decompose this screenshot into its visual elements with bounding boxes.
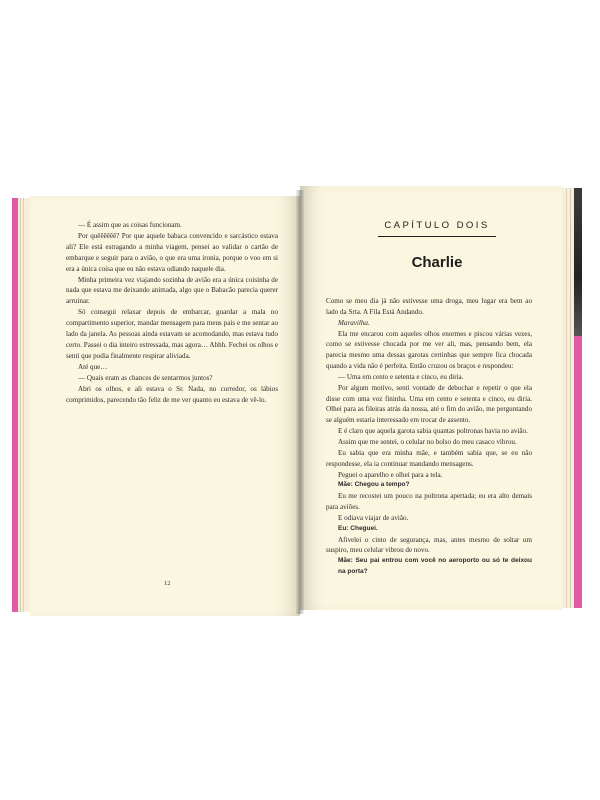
paragraph: Assim que me sentei, o celular no bolso do meu casaco vibrou. [338,437,517,446]
paragraph: Por algum motivo, senti vontade de debochar e repetir o que ela disse com uma voz fininha. Uma em cento e setenta e cinco, eu diria. Olhei para as fileiras atrás da nossa, até o fim do avião, me perguntando se alguém estaria interessado em trocar de assento. [326,383,532,425]
paragraph: Maravilha. [338,318,370,327]
paragraph: — Quais eram as chances de sentarmos juntos? [78,373,213,382]
text-message: Mãe: Chegou a tempo? [338,481,410,489]
left-page-text [66,220,278,405]
paragraph: Até que… [78,362,108,371]
chapter-label: CAPÍTULO DOIS [378,220,496,237]
text-message: Eu: Cheguei. [338,524,378,532]
paragraph: Eu sabia que era minha mãe, e também sabia que, se eu não respondesse, ela ia continuar mandando mensagens. [326,448,532,468]
paragraph: Minha primeira vez viajando sozinha de avião era a única coisinha de nada que estava me deixando animada, algo que o Babacão parecia querer arruinar. [66,275,278,306]
book-spine [296,190,304,614]
paragraph: Abri os olhos, e ali estava o Sr. Nada, no corredor, os lábios comprimidos, parecendo tão feliz de me ver quanto eu estava de vê-lo. [66,384,278,404]
paragraph: — É assim que as coisas funcionam. [78,221,182,229]
paragraph: — Uma em cento e setenta e cinco, eu diria. [338,372,464,381]
right-cover-edge [574,188,582,336]
paragraph: Peguei o aparelho e olhei para a tela. [338,470,443,479]
left-page-edges [12,198,32,612]
paragraph: Por quêêêêêê? Por que aquele babaca convencido e sarcástico estava ali? Ele está estragando a minha viagem, pensei ao validar o cartão de embarque e seguir para o avião, o que era uma ironia, porque o voo em si era a única coisa que eu não estava odiando naquele dia. [66,231,278,273]
page-number: 12 [164,580,171,587]
paragraph: Eu me recostei um pouco na poltrona apertada; eu era alto demais para aviões. [326,492,532,512]
paragraph: E odiava viajar de avião. [338,513,409,522]
chapter-title: Charlie [411,254,463,271]
paragraph: E é claro que aquela garota sabia quantas poltronas havia no avião. [338,427,528,436]
right-page-text [326,296,532,578]
text-message: Mãe: Seu pai entrou com você no aeroporto ou só te deixou na porta? [338,557,532,576]
paragraph: Só consegui relaxar depois de embarcar, guardar a mala no compartimento superior, mandar mensagem para meus pais e me sentar ao lado da janela. As pessoas ainda estavam se acomodando, mas estava tudo certo. Passei o dia inteiro estressada, mas agora… Ahhh. Fechei os olhos e senti que podia finalmente respirar aliviada. [66,308,278,360]
paragraph: Ela me encarou com aqueles olhos enormes e piscou várias vezes, como se estivesse chocada por me ver ali, mas, pensando bem, ela parecia mesmo uma dessas garotas certinhas que sempre fica chocada quando a vida não é perfeita. Então cruzou os braços e respondeu: [326,329,532,371]
paragraph: Como se meu dia já não estivesse uma droga, meu lugar era bem ao lado da Srta. A Fila Está Andando. [326,297,532,316]
paragraph: Afivelei o cinto de segurança, mas, antes mesmo de soltar um suspiro, meu celular vibrou de novo. [326,535,532,555]
